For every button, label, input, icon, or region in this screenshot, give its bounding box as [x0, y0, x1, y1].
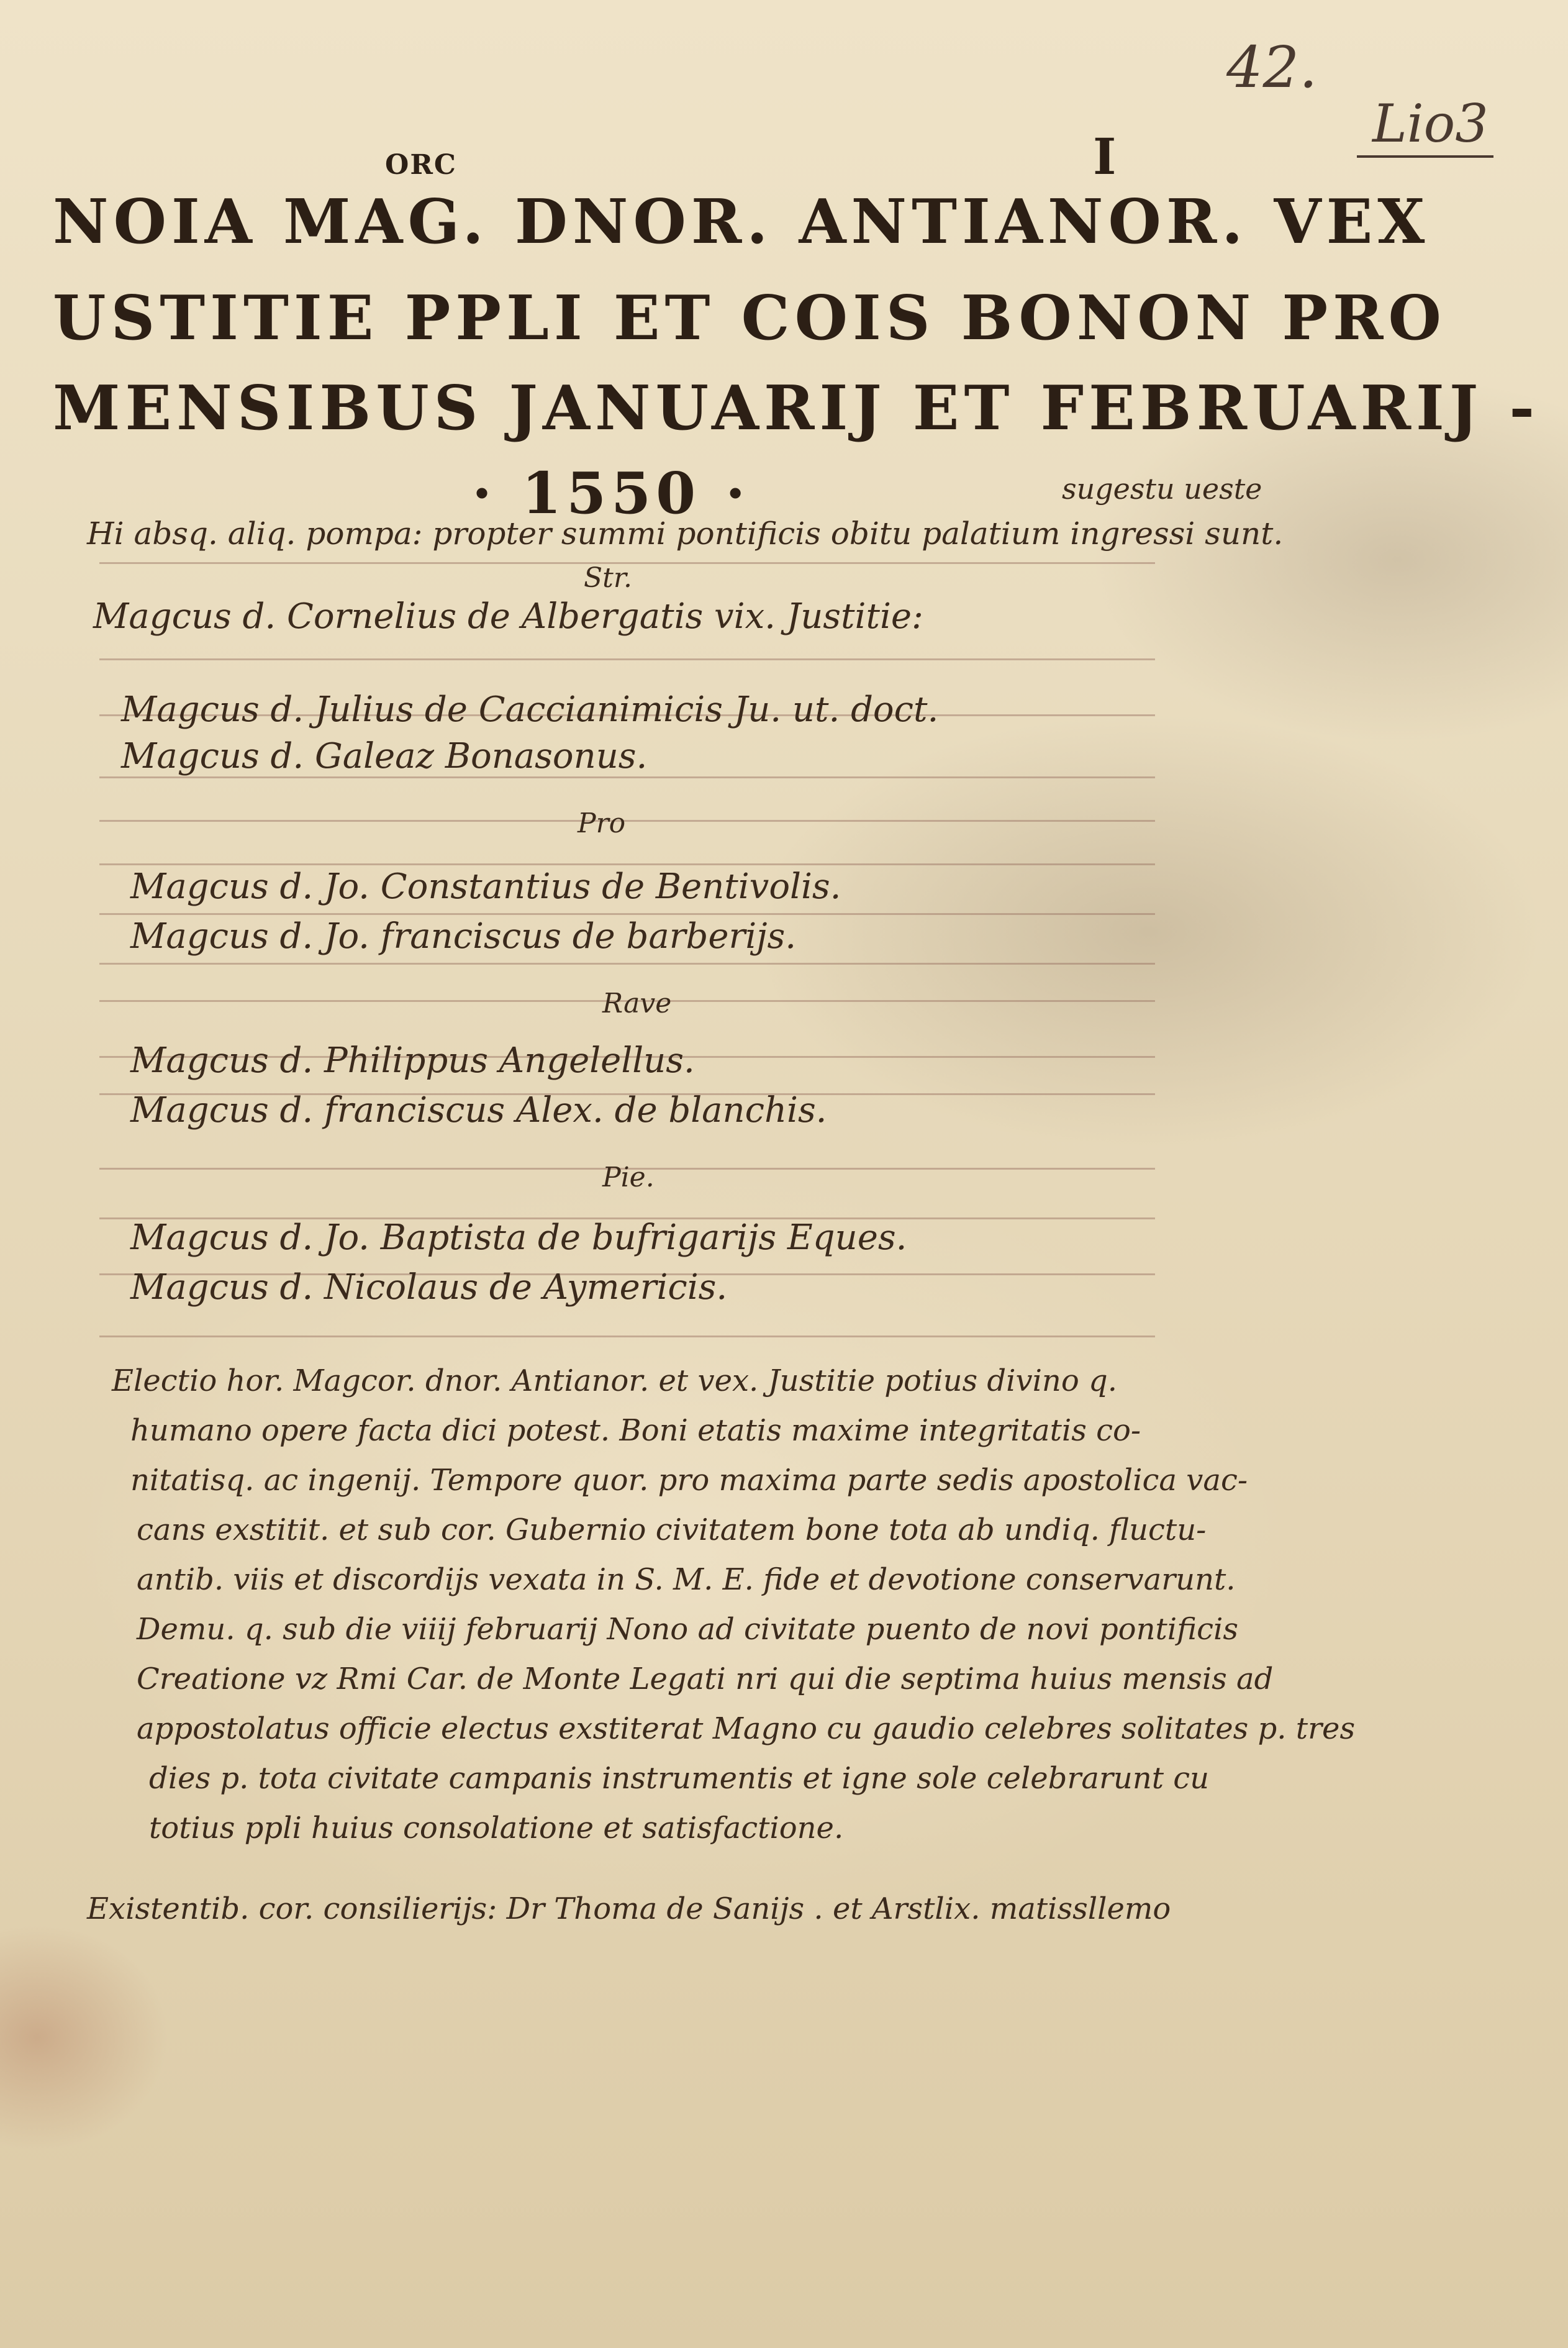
entry-aymericis: Magcus d. Nicolaus de Aymericis. [130, 1267, 728, 1308]
heading-line-1: NOIA MAG. DNOR. ANTIANOR. VEX [53, 186, 1430, 258]
entry-albergatis: Magcus d. Cornelius de Albergatis vix. Justitie: [93, 596, 923, 637]
entry-bonasonus: Magcus d. Galeaz Bonasonus. [121, 736, 648, 776]
ruled-line [99, 913, 1155, 915]
paragraph-line-1: Electio hor. Magcor. dnor. Antianor. et vex. Justitie potius divino q. [112, 1363, 1117, 1398]
note-line: Hi absq. aliq. pompa: propter summi pontificis obitu palatium ingressi sunt. [87, 516, 1284, 552]
ruled-line [99, 820, 1155, 822]
folio-underline [1357, 155, 1493, 158]
office-label-pie: Pie. [602, 1162, 655, 1193]
ruled-line [99, 776, 1155, 778]
ruled-line [99, 658, 1155, 660]
ruled-line [99, 963, 1155, 965]
entry-caccianimicis: Magcus d. Julius de Caccianimicis Ju. ut. doct. [121, 689, 939, 730]
ruled-line [99, 1336, 1155, 1337]
entry-bentivolis: Magcus d. Jo. Constantius de Bentivolis. [130, 867, 841, 907]
folio-number: Lio3 [1372, 93, 1489, 154]
heading-superscript: ORC [385, 149, 457, 181]
paragraph-line-10: totius ppli huius consolatione et satisfactione. [149, 1811, 844, 1845]
paragraph-line-7: Creatione vz Rmi Car. de Monte Legati nri qui die septima huius mensis ad [137, 1662, 1274, 1696]
office-label-str: Str. [584, 562, 633, 594]
ruled-line [99, 863, 1155, 865]
paragraph-line-4: cans exstitit. et sub cor. Gubernio civitatem bone tota ab undiq. fluctu- [137, 1513, 1207, 1547]
paragraph-line-3: nitatisq. ac ingenij. Tempore quor. pro maxima parte sedis apostolica vac- [130, 1463, 1248, 1498]
entry-blanchis: Magcus d. franciscus Alex. de blanchis. [130, 1090, 827, 1131]
footer-line: Existentib. cor. consilierijs: Dr Thoma de Sanijs . et Arstlix. matissllemo [87, 1891, 1171, 1926]
paragraph-line-6: Demu. q. sub die viiij februarij Nono ad civitate puento de novi pontificis [137, 1612, 1239, 1647]
paragraph-line-5: antib. viis et discordijs vexata in S. M. E. fide et devotione conservarunt. [137, 1562, 1236, 1597]
paragraph-line-9: dies p. tota civitate campanis instrumentis et igne sole celebrarunt cu [149, 1761, 1210, 1796]
heading-mark: I [1093, 127, 1122, 186]
page-number: 42. [1226, 34, 1318, 101]
paragraph-line-2: humano opere facta dici potest. Boni etatis maxime integritatis co- [130, 1413, 1141, 1448]
entry-barberijs: Magcus d. Jo. franciscus de barberijs. [130, 916, 797, 957]
heading-line-3: MENSIBUS JANUARIJ ET FEBRUARIJ - [53, 373, 1540, 444]
paragraph-line-8: appostolatus officie electus exstiterat Magno cu gaudio celebres solitates p. tres [137, 1711, 1356, 1746]
heading-year: · 1550 · [472, 460, 751, 527]
entry-angelellus: Magcus d. Philippus Angelellus. [130, 1040, 695, 1081]
heading-line-2: USTITIE PPLI ET COIS BONON PRO [53, 283, 1446, 354]
interlinear-note: sugestu ueste [1062, 472, 1262, 506]
office-label-pro: Pro [578, 808, 626, 839]
office-label-rave: Rave [602, 988, 672, 1019]
entry-bufrigarijs: Magcus d. Jo. Baptista de bufrigarijs Eques. [130, 1217, 907, 1258]
